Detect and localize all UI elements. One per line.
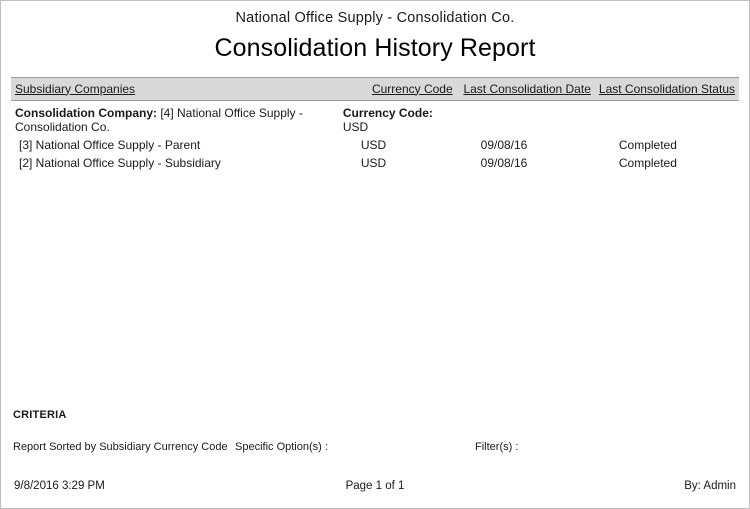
column-header-currency-label: Currency Code <box>371 81 453 96</box>
report-header <box>1 1 749 63</box>
column-header-subsidiary-label: Subsidiary Companies <box>15 81 136 96</box>
column-header-currency[interactable] <box>341 78 457 101</box>
criteria-specific-options: Specific Option(s) : <box>235 441 328 453</box>
consolidation-history-table <box>11 77 739 172</box>
footer-timestamp: 9/8/2016 3:29 PM <box>14 480 105 492</box>
group-status-cell <box>595 101 739 137</box>
table-header-row <box>11 78 739 101</box>
row-date: 09/08/16 <box>480 156 528 170</box>
row-subsidiary: [2] National Office Supply - Subsidiary <box>19 156 221 170</box>
row-status: Completed <box>618 156 677 170</box>
criteria-section <box>13 409 737 453</box>
row-status: Completed <box>618 138 677 152</box>
row-subsidiary: [3] National Office Supply - Parent <box>19 138 201 152</box>
row-currency: USD <box>360 156 387 170</box>
column-header-subsidiary[interactable] <box>11 78 341 101</box>
group-currency-cell <box>341 101 457 137</box>
company-name: National Office Supply - Consolidation Co. <box>235 10 515 26</box>
column-header-date-label: Last Consolidation Date <box>463 81 591 96</box>
table-group-row <box>11 101 739 137</box>
column-header-status-label: Last Consolidation Status <box>598 81 735 96</box>
footer-page-number: Page 1 of 1 <box>345 480 405 492</box>
group-currency-label: Currency Code: <box>342 106 433 120</box>
criteria-title: CRITERIA <box>13 409 67 421</box>
row-currency: USD <box>360 138 387 152</box>
column-header-status[interactable] <box>595 78 739 101</box>
table-row <box>11 136 739 154</box>
table-row <box>11 154 739 172</box>
group-company-label: Consolidation Company: <box>15 106 157 120</box>
group-date-cell <box>457 101 595 137</box>
criteria-filters: Filter(s) : <box>475 441 519 453</box>
footer-generated-by: By: Admin <box>684 480 736 492</box>
criteria-row <box>13 441 737 453</box>
report-table-container <box>11 77 739 172</box>
group-company-value: [4] National Office Supply - Consolidation Co. <box>15 106 303 134</box>
group-company-cell <box>11 101 341 137</box>
group-currency-value: USD <box>342 120 369 134</box>
table-body <box>11 101 739 173</box>
page-title: Consolidation History Report <box>214 34 536 62</box>
criteria-sorted-by: Report Sorted by Subsidiary Currency Code <box>13 441 228 453</box>
column-header-date[interactable] <box>457 78 595 101</box>
table-header <box>11 78 739 101</box>
row-date: 09/08/16 <box>480 138 528 152</box>
report-footer <box>1 480 749 498</box>
